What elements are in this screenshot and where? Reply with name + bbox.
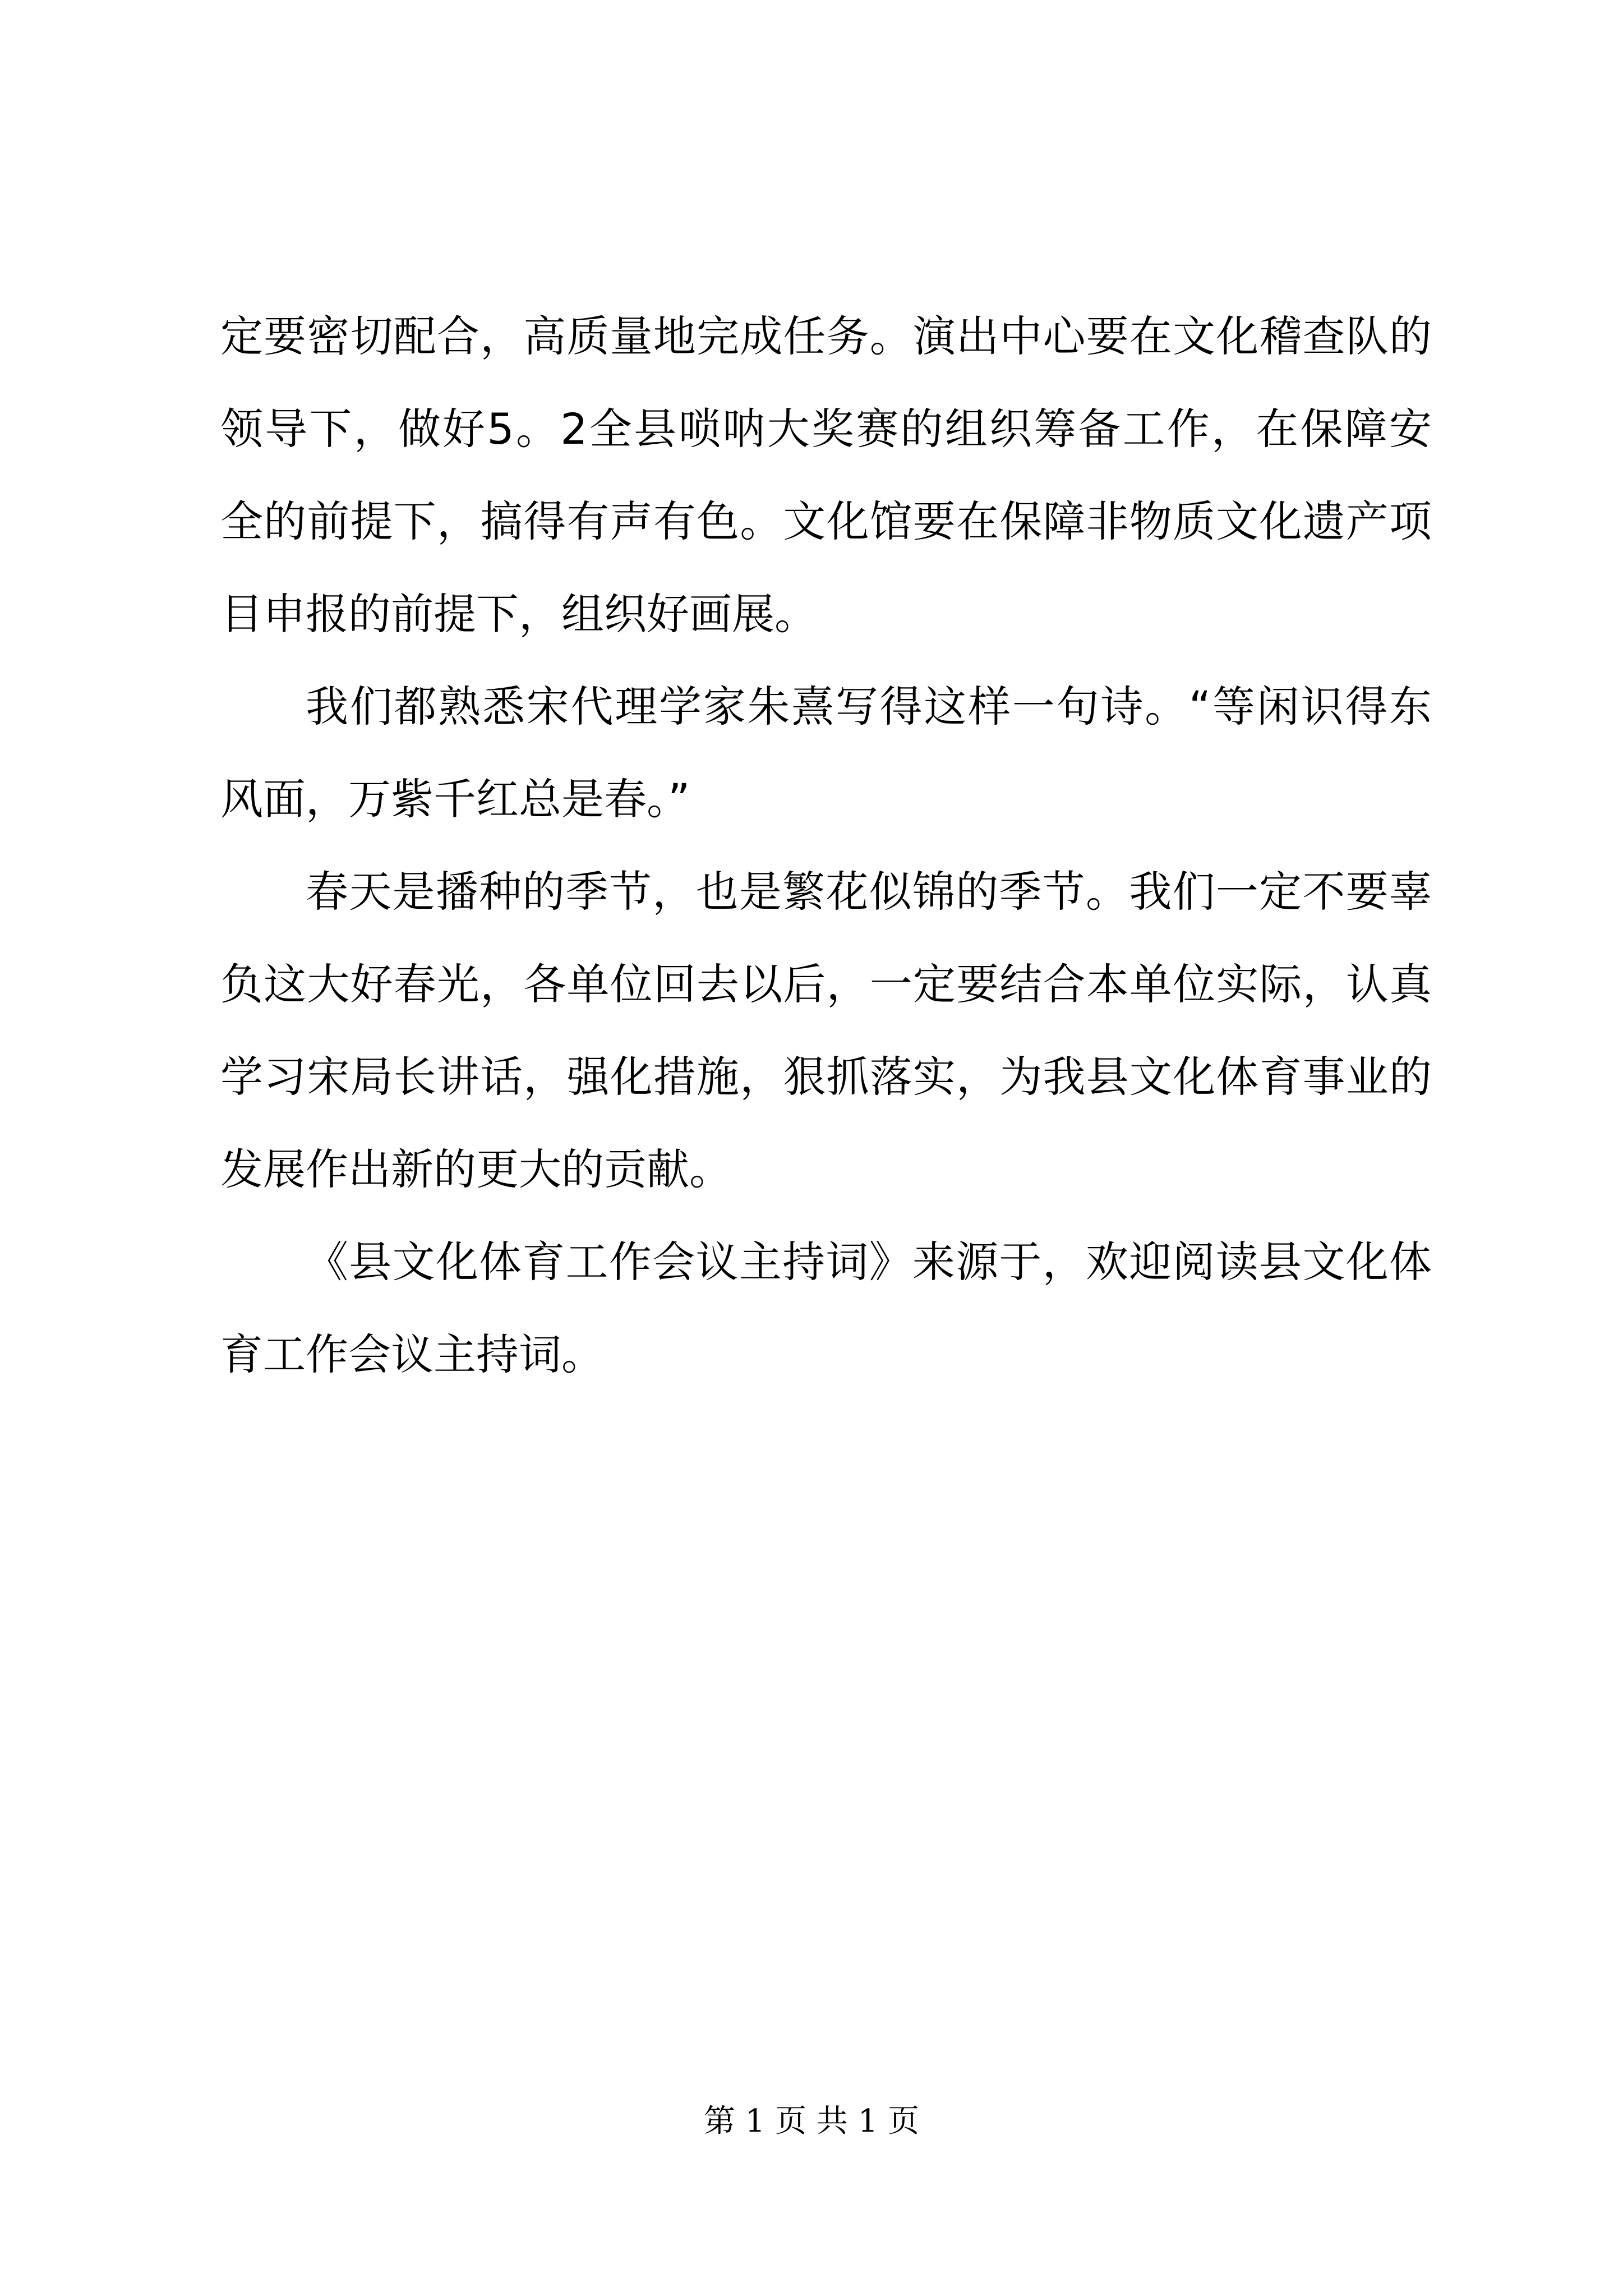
- paragraph-3-line-1: 春天是播种的季节，也是繁花似锦的季节。我们一定不要辜: [306, 867, 1432, 917]
- paragraph-1-line-3: 全的前提下，搞得有声有色。文化馆要在保障非物质文化遗产项: [220, 496, 1432, 546]
- paragraph-1-line-2: 领导下，做好5。2全县唢呐大奖赛的组织筹备工作，在保障安: [220, 404, 1432, 454]
- paragraph-1-line-4: 目申报的前提下，组织好画展。: [220, 589, 817, 639]
- paragraph-1-line-1: 定要密切配合，高质量地完成任务。演出中心要在文化稽查队的: [220, 311, 1432, 361]
- paragraph-3-line-4: 发展作出新的更大的贡献。: [220, 1144, 732, 1194]
- paragraph-4-line-2: 育工作会议主持词。: [220, 1329, 604, 1379]
- page-number-footer: 第 1 页 共 1 页: [703, 2103, 920, 2139]
- paragraph-3-line-2: 负这大好春光，各单位回去以后，一定要结合本单位实际，认真: [220, 959, 1432, 1009]
- paragraph-2-line-2: 风面，万紫千红总是春。”: [220, 774, 690, 824]
- paragraph-4-line-1: 《县文化体育工作会议主持词》来源于，欢迎阅读县文化体: [306, 1237, 1432, 1287]
- paragraph-3-line-3: 学习宋局长讲话，强化措施，狠抓落实，为我县文化体育事业的: [220, 1052, 1432, 1102]
- paragraph-2-line-1: 我们都熟悉宋代理学家朱熹写得这样一句诗。“等闲识得东: [306, 682, 1432, 731]
